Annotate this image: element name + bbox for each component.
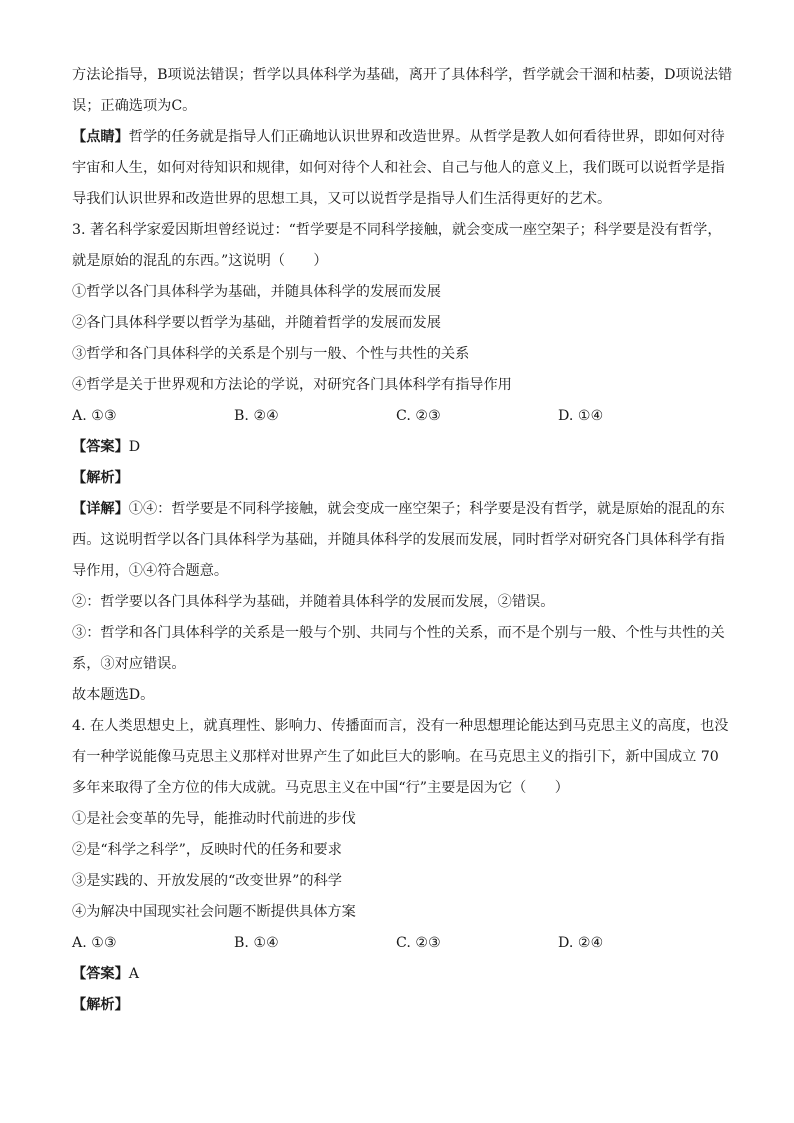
dianjing-tag: 【点睛】 bbox=[72, 129, 129, 145]
question-4-statement: ①是社会变革的先导，能推动时代前进的步伐 bbox=[72, 811, 356, 827]
dianjing-paragraph bbox=[72, 122, 732, 153]
question-4-statement: ④为解决中国现实社会问题不断提供具体方案 bbox=[72, 904, 356, 920]
option-d: D. ②④ bbox=[558, 935, 604, 951]
document-page bbox=[72, 60, 732, 1021]
question-3-stem: 就是原始的混乱的东西。”这说明（ ） bbox=[72, 253, 328, 269]
text-line: 西。这说明哲学以各门具体科学为基础，并随具体科学的发展而发展，同时哲学对研究各门具体科学有指 bbox=[72, 532, 725, 548]
question-4-stem: 有一种学说能像马克思主义那样对世界产生了如此巨大的影响。在马克思主义的指引下，新中国成立 70 bbox=[72, 749, 719, 765]
text-line: 导我们认识世界和改造世界的思想工具，又可以说哲学是指导人们生活得更好的艺术。 bbox=[72, 191, 612, 207]
question-3-stem: 3. 著名科学家爱因斯坦曾经说过：“哲学要是不同科学接触，就会变成一座空架子；科学要是没有哲学， bbox=[72, 222, 722, 238]
answer-tag: 【答案】 bbox=[72, 439, 129, 455]
question-3-statement: ②各门具体科学要以哲学为基础，并随着哲学的发展而发展 bbox=[72, 315, 441, 331]
question-3-statement: ④哲学是关于世界观和方法论的学说，对研究各门具体科学有指导作用 bbox=[72, 377, 512, 393]
answer-value: A bbox=[128, 966, 140, 982]
text-line: ③：哲学和各门具体科学的关系是一般与个别、共同与个性的关系，而不是个别与一般、个性与共性的关 bbox=[72, 625, 725, 641]
option-a: A. ①③ bbox=[72, 408, 117, 424]
text-run: ①④：哲学要是不同科学接触，就会变成一座空架子；科学要是没有哲学，就是原始的混乱的东 bbox=[128, 501, 725, 517]
question-3-options bbox=[72, 401, 732, 432]
answer-tag: 【答案】 bbox=[72, 966, 129, 982]
text-line: 误；正确选项为C。 bbox=[72, 98, 197, 114]
question-3-statement: ①哲学以各门具体科学为基础，并随具体科学的发展而发展 bbox=[72, 284, 441, 300]
question-4-answer bbox=[72, 959, 732, 990]
answer-value: D bbox=[128, 439, 141, 455]
question-3-statement: ③哲学和各门具体科学的关系是个别与一般、个性与共性的关系 bbox=[72, 346, 470, 362]
detail-paragraph bbox=[72, 494, 732, 525]
text-run: 哲学的任务就是指导人们正确地认识世界和改造世界。从哲学是教人如何看待世界，即如何对待 bbox=[128, 129, 725, 145]
option-c: C. ②③ bbox=[396, 935, 441, 951]
option-b: B. ②④ bbox=[234, 408, 279, 424]
analysis-tag: 【解析】 bbox=[72, 470, 129, 486]
option-a: A. ①③ bbox=[72, 935, 117, 951]
option-b: B. ①④ bbox=[234, 935, 279, 951]
question-4-options bbox=[72, 928, 732, 959]
text-line: 系，③对应错误。 bbox=[72, 656, 186, 672]
question-4-statement: ③是实践的、开放发展的“改变世界”的科学 bbox=[72, 873, 342, 889]
question-4-stem: 4. 在人类思想史上，就真理性、影响力、传播面而言，没有一种思想理论能达到马克思主义的高度，也没 bbox=[72, 718, 729, 734]
text-line: 导作用，①④符合题意。 bbox=[72, 563, 229, 579]
text-line: 宇宙和人生，如何对待知识和规律，如何对待个人和社会、自己与他人的意义上，我们既可以说哲学是指 bbox=[72, 160, 725, 176]
option-c: C. ②③ bbox=[396, 408, 441, 424]
question-4-statement: ②是“科学之科学”，反映时代的任务和要求 bbox=[72, 842, 342, 858]
analysis-tag: 【解析】 bbox=[72, 997, 129, 1013]
option-d: D. ①④ bbox=[558, 408, 604, 424]
question-3-answer bbox=[72, 432, 732, 463]
text-line: 方法论指导，B项说法错误；哲学以具体科学为基础，离开了具体科学，哲学就会干涸和枯萎，D项说法错 bbox=[72, 67, 733, 83]
detail-tag: 【详解】 bbox=[72, 501, 129, 517]
question-4-stem: 多年来取得了全方位的伟大成就。马克思主义在中国“行”主要是因为它（ ） bbox=[72, 780, 569, 796]
text-line: 故本题选D。 bbox=[72, 687, 155, 703]
text-line: ②：哲学要以各门具体科学为基础，并随着具体科学的发展而发展，②错误。 bbox=[72, 594, 555, 610]
